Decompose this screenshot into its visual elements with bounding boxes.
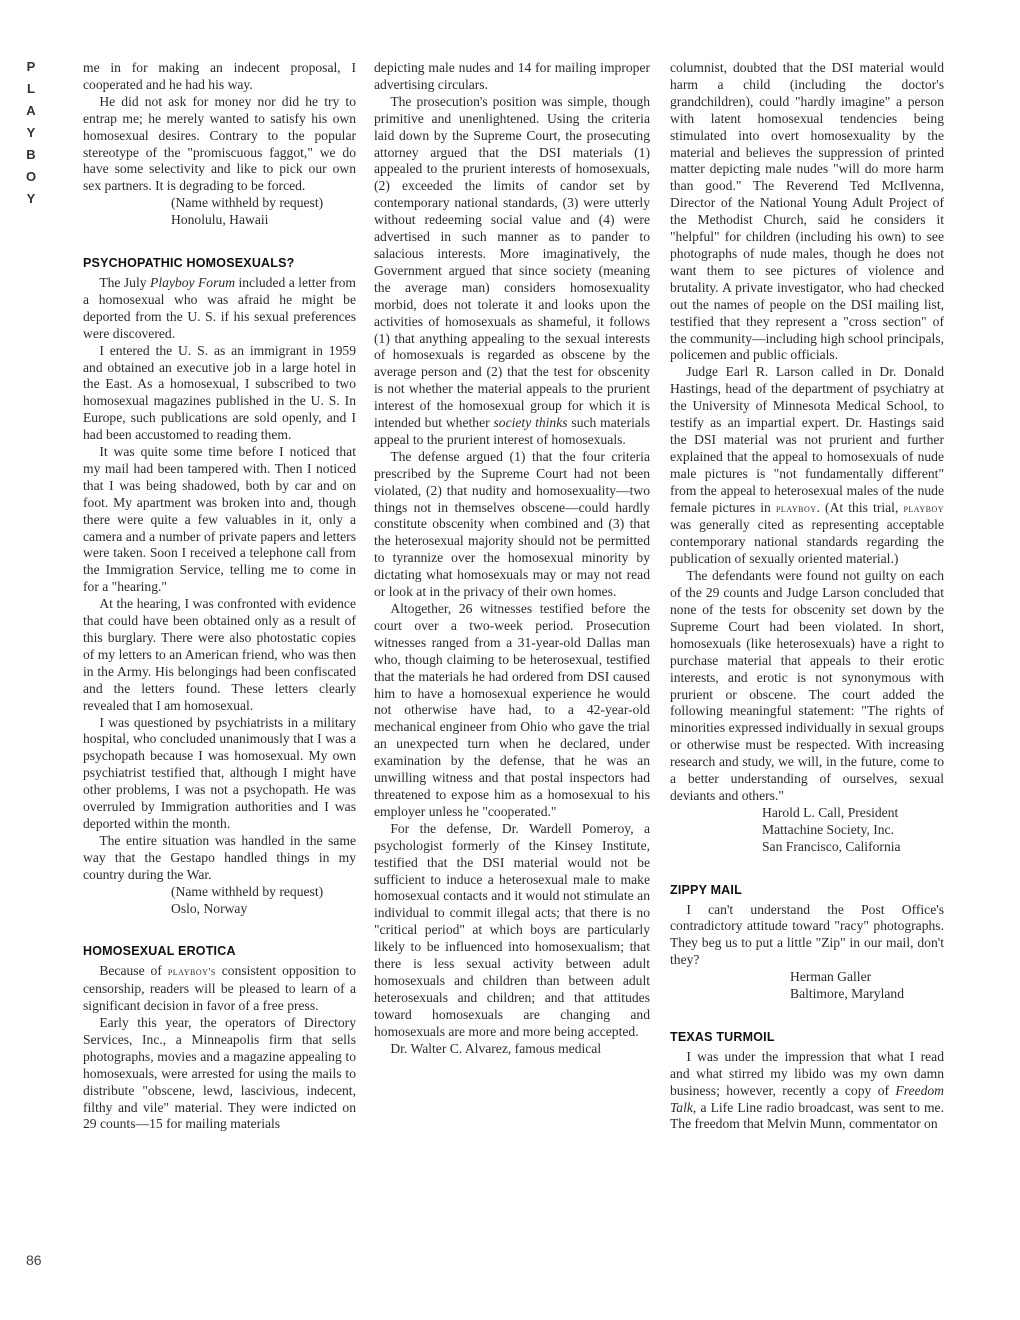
paragraph: Dr. Walter C. Alvarez, famous medical	[390, 1040, 602, 1056]
paragraph: It was quite some time before I noticed that my mail had been tampered with. Then I noticed that I was being shadowed, both by car and on foot. My apartment was broken into and, though there were quite a few valuables in it, only a camera and a number of private papers and letters were taken. Soon I received a telephone call from the Immigration Service, telling me to come in for a "hearing."	[83, 444, 356, 595]
paragraph: me in for making an indecent proposal, I cooperated and he had his way.	[83, 60, 356, 92]
paragraph: Early this year, the operators of Directory Services, Inc., a Minneapolis firm that sells photographs, movies and a magazine appealing to homosexuals, were arrested for using the mails to distribute "obscene, lewd, lascivious, indecent, filthy and vile" material. They were indicted on 29 counts—15 for mailing materials	[83, 1015, 356, 1132]
paragraph: The entire situation was handled in the same way that the Gestapo handled things in my country during the War.	[83, 832, 356, 882]
title-letter: L	[27, 81, 35, 96]
title-letter: Y	[26, 191, 36, 206]
text-column-1	[83, 60, 356, 1280]
paragraph: At the hearing, I was confronted with evidence that could have been obtained only as a result of this burglary. There were also photostatic copies of my letters to an American friend, who was then in the Army. His belongings had been confiscated and the letters found. These letters clearly revealed that I am homosexual.	[83, 596, 356, 713]
paragraph: The defense argued (1) that the four criteria prescribed by the Supreme Court had not been violated, (2) that nudity and homosexuality—two things not in themselves obscene—could hardly constitute obscenity when combined and (3) that the heterosexual majority should not be permitted to tyrannize over the homosexual minority by dictating what homosexuals may or may not read or look at in the privacy of their own homes.	[374, 448, 650, 600]
paragraph: I was under the impression that what I read and what stirred my libido was my own damn business; however, recently a copy of Freedom Talk, a Life Line radio broadcast, was sent to me. The freedom that Melvin Munn, commentator on	[670, 1048, 944, 1132]
title-letter: P	[26, 59, 36, 74]
paragraph: Altogether, 26 witnesses testified before the court over a two-week period. Prosecution witnesses ranged from a 31-year-old Dallas man who, though claiming to be heterosexual, testified that the materials he had ordered from DSI caused him to have a homosexual experience he would not otherwise have had, to a 42-year-old mechanical engineer from Ohio who gave the trial an unexpected turn when he declared, under examination by the defense, that he was an unwilling witness and that postal inspectors had threatened to expose him as a homosexual to his employer unless he "cooperated."	[374, 601, 650, 819]
signature-org: Mattachine Society, Inc.	[762, 821, 894, 837]
paragraph: He did not ask for money nor did he try to entrap me; he merely wanted to satisfy his own homosexual desires. Contrary to the popular stereotype of the "promiscuous faggot," we do have some selectivity and like to pick our own sex partners. It is degrading to be forced.	[83, 93, 356, 194]
signature-place: Honolulu, Hawaii	[171, 212, 269, 228]
signature-name: Harold L. Call, President	[762, 804, 899, 820]
paragraph: The defendants were found not guilty on each of the 29 counts and Judge Larson concluded that none of the tests for obscenity set down by the Supreme Court had been violated. In short, homosexuals (like heterosexuals) have a right to purchase material that appeals to their erotic interests, and erotic is not synonymous with prurient or obscene. The court added the following meaningful statement: "The rights of minorities expressed individually in sexual groups or otherwise must be respected. With increasing research and study, we will, in the future, come to a better understanding of ourselves, sexual deviants and others."	[670, 568, 944, 803]
letter-signature	[83, 884, 356, 918]
paragraph: I can't understand the Post Office's contradictory attitude toward "racy" photographs. They beg us to put a little "Zip" in our mail, don't they?	[670, 901, 944, 968]
magazine-name: playboy	[903, 502, 944, 515]
section-heading: PSYCHOPATHIC HOMOSEXUALS?	[83, 256, 295, 271]
paragraph: columnist, doubted that the DSI material would harm a child (including the doctor's grandchildren), could "hardly imagine" a person with latent homosexual tendencies being stimulated into overt homosexuality by the material and believes the suppression of printed matter depicting male nudes "will do more harm than good." The Reverend Ted McIlvenna, Director of the National Young Adult Project of the Methodist Church, said he considers it "helpful" for children (including his own) to see photographs of nude males, though he does not want them to see pictures of violence and brutality. A private investigator, who had checked out the names of people on the DSI mailing list, testified that they represent a "cross section" of the community—including high school principals, policemen and public officials.	[670, 60, 944, 363]
signature-place: Oslo, Norway	[171, 900, 248, 916]
signature-place: San Francisco, California	[762, 838, 901, 854]
signature-name: Herman Galler	[790, 969, 872, 985]
title-letter: B	[26, 147, 36, 162]
text-column-3	[670, 60, 944, 1280]
paragraph: Because of playboy's consistent opposition to censorship, readers will be pleased to learn of a significant decision in favor of a free press.	[83, 963, 356, 1014]
paragraph: For the defense, Dr. Wardell Pomeroy, a psychologist formerly of the Kinsey Institute, testified that the DSI material would not be sufficient to induce a heterosexual male to make homosexual contacts and it would not stimulate an individual to commit illegal acts; that there is no "critical period" at which boys are particularly likely to be influenced into homosexualism; that there is less sexual activity between adult homosexuals and children than between adult heterosexuals and children; and that attitudes toward homosexuals are changing and homosexuals are more and more being accepted.	[374, 820, 650, 1039]
title-letter: Y	[26, 125, 36, 140]
section-heading: ZIPPY MAIL	[670, 882, 742, 897]
signature-name: (Name withheld by request)	[171, 195, 324, 211]
letter-signature	[83, 195, 356, 229]
section-heading: TEXAS TURMOIL	[670, 1029, 775, 1044]
forum-title: Playboy Forum	[150, 274, 236, 290]
text-column-2	[374, 60, 650, 1280]
magazine-name: playboy's	[167, 966, 216, 979]
paragraph: depicting male nudes and 14 for mailing improper advertising circulars.	[374, 60, 650, 92]
paragraph: The prosecution's position was simple, though primitive and unenlightened. Using the criteria laid down by the Supreme Court, the prosecuting attorney argued that the DSI materials (1) appealed to the prurient interests of homosexuals, (2) exceeded the limits of candor set by contemporary national standards, (3) were utterly without redeeming social value and (4) were advertised in such manner as to pander to salacious interests. More imaginatively, the Government argued that since society (meaning the average man) considers homosexuality morbid, does not tolerate it and looks upon the activities of homosexuals as shameful, it follows (1) that anything appealing to the sexual interests of homosexuals is regarded as obscene by the average person and (2) that the test for obscenity is not whether the material appeals to the prurient interest of the homosexual group for which it is intended but whether society thinks such materials appeal to the prurient interest of homosexuals.	[374, 93, 650, 447]
title-letter: O	[25, 169, 37, 184]
title-letter: A	[26, 103, 36, 118]
signature-place: Baltimore, Maryland	[790, 986, 905, 1002]
paragraph: I entered the U. S. as an immigrant in 1959 and obtained an executive job in a large hotel in the East. As a homosexual, I subscribed to two homosexual magazines published in the U. S. In Europe, such publications are sold openly, and I had been accustomed to reading them.	[83, 342, 356, 443]
emphasis: society thinks	[493, 415, 568, 431]
publication-title: Freedom Talk	[670, 1082, 944, 1115]
section-heading: HOMOSEXUAL EROTICA	[83, 944, 236, 959]
page-number: 86	[26, 1252, 42, 1268]
paragraph: The July Playboy Forum included a letter from a homosexual who was afraid he might be deported from the U. S. if his sexual preferences were discovered.	[83, 274, 356, 341]
letter-signature	[670, 805, 944, 856]
magazine-name: playboy	[775, 502, 817, 515]
signature-name: (Name withheld by request)	[171, 883, 324, 899]
paragraph: I was questioned by psychiatrists in a military hospital, who concluded unanimously that I was a psychopath because I was homosexual. My own psychiatrist testified that, although I might have other problems, I was not a psychopath. He was overruled by Immigration authorities and I was deported within the month.	[83, 714, 356, 831]
letter-signature	[670, 969, 944, 1003]
paragraph: Judge Earl R. Larson called in Dr. Donald Hastings, head of the department of psychiatry at the University of Minnesota Medical School, to testify as an impartial expert. Dr. Hastings said the DSI material was not prurient and further explained that the appeal to homosexuals of nude male pictures is "not fundamentally different" from the appeal to heterosexual males of the nude female pictures in playboy. (At this trial, playboy was generally cited as representing acceptable contemporary national standards regarding the publication of sexually oriented material.)	[670, 364, 944, 567]
magazine-vertical-title	[18, 56, 44, 210]
